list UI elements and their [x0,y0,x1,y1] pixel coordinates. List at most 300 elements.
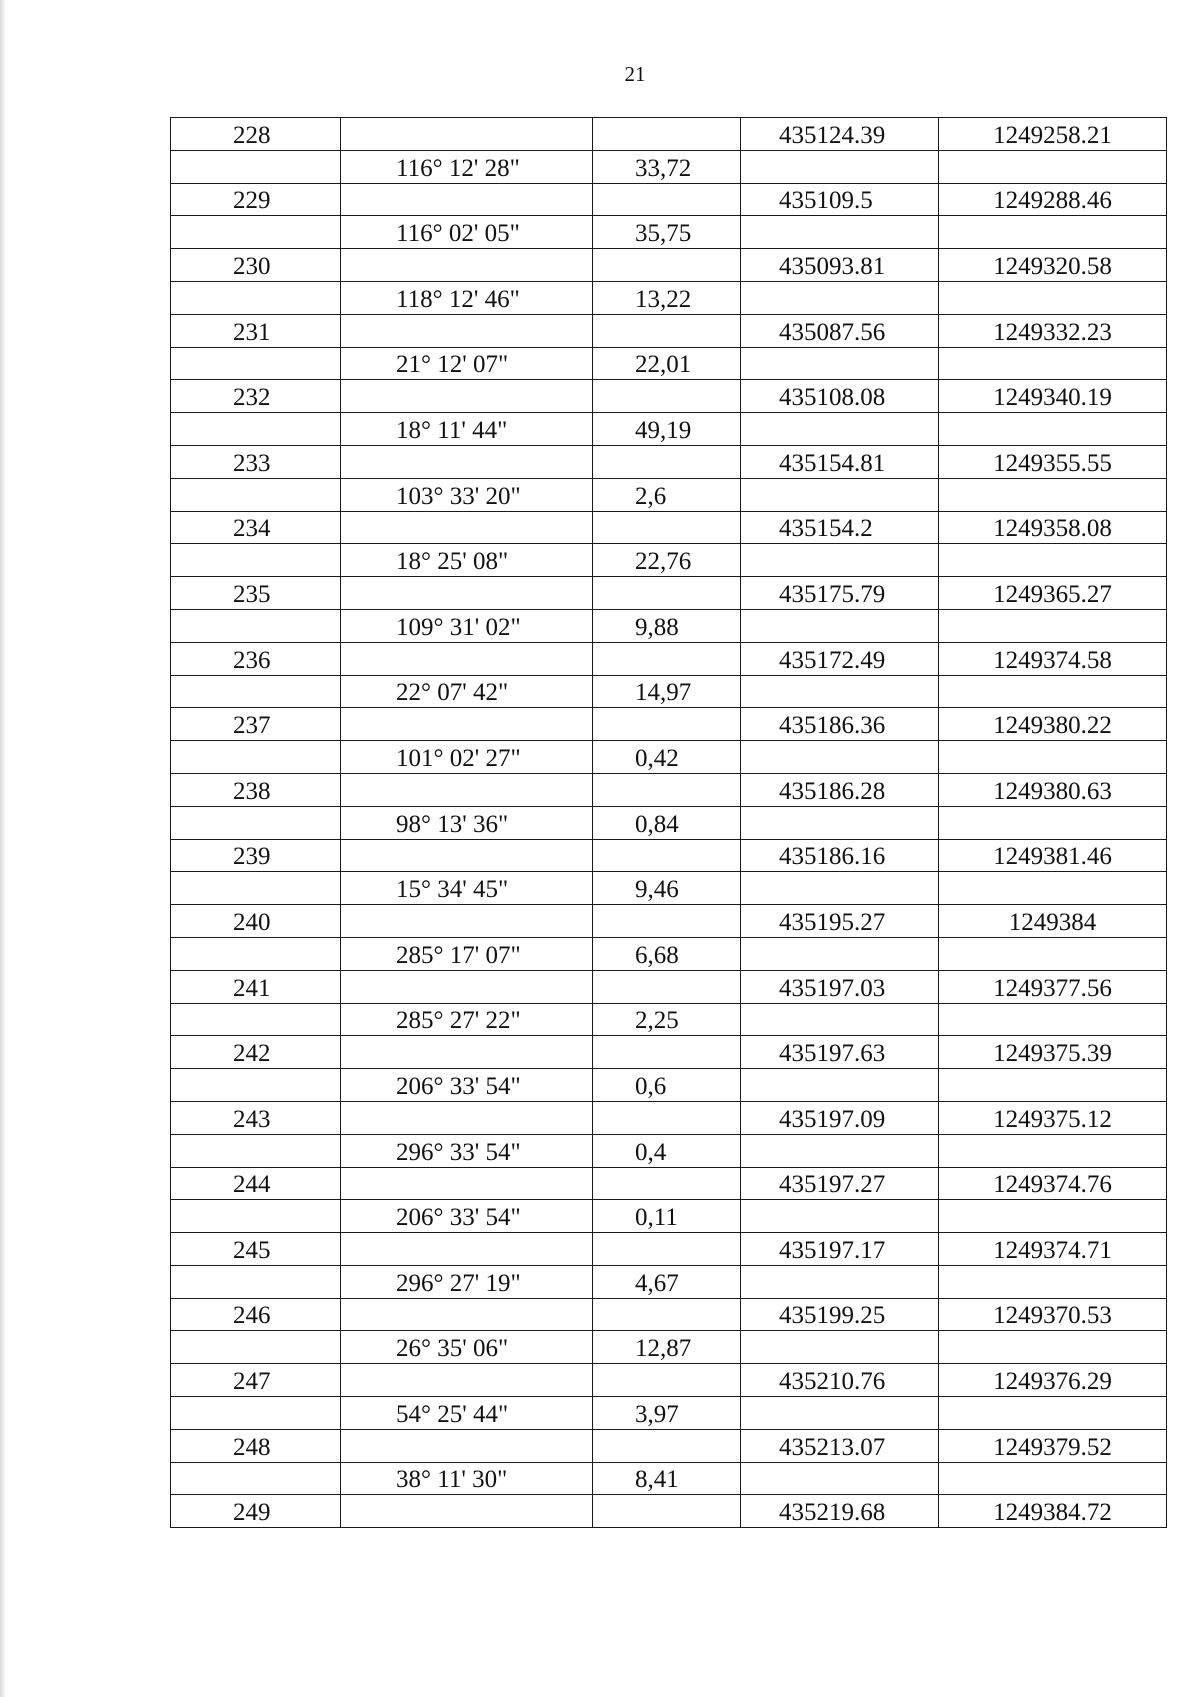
direction-angle-text: 15° 34' 45" [396,876,509,904]
y-coordinate-cell [939,1462,1167,1495]
coordinates-table-body [171,118,1167,1528]
distance-cell [593,445,741,478]
x-coordinate-cell [741,1364,939,1397]
x-coordinate-cell [741,445,939,478]
direction-angle-text: 116° 12' 28" [396,154,520,182]
direction-angle-text: 103° 33' 20" [396,482,521,510]
point-number-cell [171,872,341,905]
direction-angle-cell [341,937,593,970]
distance-cell [593,1298,741,1331]
point-number-cell [171,806,341,839]
direction-angle-cell [341,741,593,774]
direction-angle-text: 38° 11' 30" [396,1466,508,1494]
x-coordinate-cell [741,1397,939,1430]
y-coordinate-cell [939,839,1167,872]
direction-angle-cell [341,118,593,151]
direction-angle-cell [341,1134,593,1167]
direction-angle-cell [341,1233,593,1266]
direction-angle-cell [341,1069,593,1102]
direction-angle-text: 285° 17' 07" [396,941,521,969]
segment-row [171,150,1167,183]
segment-row [171,1331,1167,1364]
x-coordinate-cell [741,544,939,577]
direction-angle-text: 22° 07' 42" [396,679,509,707]
point-number-cell [171,1069,341,1102]
y-coordinate-text: 1249384.72 [993,1499,1112,1527]
distance-cell [593,1331,741,1364]
direction-angle-cell [341,445,593,478]
direction-angle-cell [341,1101,593,1134]
direction-angle-cell [341,1200,593,1233]
point-number-cell [171,544,341,577]
direction-angle-cell [341,708,593,741]
distance-cell [593,741,741,774]
point-number-cell [171,445,341,478]
point-row [171,445,1167,478]
y-coordinate-cell [939,1036,1167,1069]
distance-cell [593,1036,741,1069]
direction-angle-cell [341,577,593,610]
point-number-text: 237 [233,712,271,740]
y-coordinate-cell [939,281,1167,314]
distance-cell [593,511,741,544]
point-number-cell [171,1429,341,1462]
point-number-text: 232 [233,384,271,412]
x-coordinate-text: 435197.63 [779,1040,886,1068]
distance-cell [593,1495,741,1528]
x-coordinate-cell [741,741,939,774]
point-row [171,708,1167,741]
point-row [171,642,1167,675]
distance-cell [593,281,741,314]
point-number-cell [171,413,341,446]
distance-text: 3,97 [635,1400,679,1428]
point-number-cell [171,183,341,216]
point-number-cell [171,970,341,1003]
segment-row [171,609,1167,642]
point-number-cell [171,478,341,511]
distance-cell [593,806,741,839]
segment-row [171,675,1167,708]
direction-angle-cell [341,150,593,183]
point-number-cell [171,511,341,544]
y-coordinate-cell [939,544,1167,577]
segment-row [171,216,1167,249]
point-number-cell [171,380,341,413]
y-coordinate-text: 1249365.27 [993,580,1112,608]
direction-angle-cell [341,609,593,642]
x-coordinate-text: 435093.81 [779,252,886,280]
y-coordinate-text: 1249258.21 [993,121,1112,149]
x-coordinate-cell [741,150,939,183]
point-row [171,1364,1167,1397]
segment-row [171,1462,1167,1495]
x-coordinate-text: 435175.79 [779,580,886,608]
distance-cell [593,1003,741,1036]
y-coordinate-cell [939,937,1167,970]
distance-text: 22,01 [635,351,692,379]
segment-row [171,1134,1167,1167]
y-coordinate-text: 1249380.63 [993,777,1112,805]
y-coordinate-text: 1249370.53 [993,1302,1112,1330]
segment-row [171,806,1167,839]
y-coordinate-cell [939,347,1167,380]
distance-cell [593,544,741,577]
segment-row [171,937,1167,970]
distance-text: 9,46 [635,876,679,904]
x-coordinate-text: 435186.28 [779,777,886,805]
point-number-cell [171,1036,341,1069]
y-coordinate-cell [939,1233,1167,1266]
x-coordinate-cell [741,347,939,380]
direction-angle-text: 54° 25' 44" [396,1400,509,1428]
distance-cell [593,872,741,905]
direction-angle-text: 18° 11' 44" [396,416,508,444]
direction-angle-text: 296° 33' 54" [396,1138,521,1166]
y-coordinate-text: 1249374.71 [993,1236,1112,1264]
distance-text: 35,75 [635,220,692,248]
y-coordinate-text: 1249377.56 [993,974,1112,1002]
distance-text: 2,6 [635,482,667,510]
distance-cell [593,1265,741,1298]
x-coordinate-cell [741,1265,939,1298]
distance-cell [593,1429,741,1462]
point-number-cell [171,577,341,610]
y-coordinate-cell [939,314,1167,347]
y-coordinate-cell [939,1331,1167,1364]
point-number-cell [171,150,341,183]
x-coordinate-cell [741,1429,939,1462]
point-number-cell [171,1233,341,1266]
x-coordinate-text: 435154.2 [779,515,873,543]
y-coordinate-text: 1249381.46 [993,843,1112,871]
point-number-cell [171,314,341,347]
direction-angle-cell [341,1167,593,1200]
y-coordinate-cell [939,1167,1167,1200]
direction-angle-cell [341,347,593,380]
y-coordinate-text: 1249384 [1008,908,1097,936]
direction-angle-text: 26° 35' 06" [396,1335,509,1363]
y-coordinate-text: 1249374.58 [993,646,1112,674]
segment-row [171,1397,1167,1430]
distance-cell [593,1134,741,1167]
y-coordinate-text: 1249380.22 [993,712,1112,740]
y-coordinate-cell [939,773,1167,806]
distance-text: 6,68 [635,941,679,969]
x-coordinate-cell [741,1134,939,1167]
x-coordinate-text: 435124.39 [779,121,886,149]
x-coordinate-text: 435197.09 [779,1105,886,1133]
segment-row [171,872,1167,905]
y-coordinate-cell [939,609,1167,642]
segment-row [171,1069,1167,1102]
direction-angle-cell [341,478,593,511]
distance-cell [593,1200,741,1233]
segment-row [171,281,1167,314]
x-coordinate-cell [741,1200,939,1233]
point-number-text: 240 [233,908,271,936]
x-coordinate-cell [741,1036,939,1069]
direction-angle-cell [341,1298,593,1331]
y-coordinate-text: 1249332.23 [993,318,1112,346]
x-coordinate-cell [741,281,939,314]
x-coordinate-text: 435197.03 [779,974,886,1002]
point-number-cell [171,1003,341,1036]
x-coordinate-text: 435210.76 [779,1368,886,1396]
direction-angle-text: 116° 02' 05" [396,220,520,248]
y-coordinate-cell [939,675,1167,708]
y-coordinate-cell [939,1298,1167,1331]
point-row [171,970,1167,1003]
x-coordinate-text: 435197.17 [779,1236,886,1264]
point-row [171,1036,1167,1069]
distance-text: 4,67 [635,1269,679,1297]
direction-angle-text: 21° 12' 07" [396,351,509,379]
point-number-cell [171,1265,341,1298]
distance-text: 2,25 [635,1007,679,1035]
direction-angle-cell [341,314,593,347]
y-coordinate-cell [939,1495,1167,1528]
x-coordinate-cell [741,806,939,839]
point-row [171,1429,1167,1462]
point-row [171,905,1167,938]
direction-angle-cell [341,905,593,938]
distance-cell [593,380,741,413]
x-coordinate-cell [741,905,939,938]
direction-angle-cell [341,1397,593,1430]
x-coordinate-text: 435172.49 [779,646,886,674]
x-coordinate-text: 435186.36 [779,712,886,740]
distance-cell [593,118,741,151]
distance-cell [593,314,741,347]
point-number-text: 231 [233,318,271,346]
x-coordinate-cell [741,1298,939,1331]
x-coordinate-cell [741,1167,939,1200]
page-number: 21 [624,62,646,86]
x-coordinate-cell [741,1462,939,1495]
distance-text: 0,6 [635,1072,667,1100]
direction-angle-cell [341,511,593,544]
y-coordinate-cell [939,445,1167,478]
x-coordinate-text: 435186.16 [779,843,886,871]
y-coordinate-cell [939,1265,1167,1298]
point-row [171,380,1167,413]
y-coordinate-text: 1249355.55 [993,449,1112,477]
point-number-text: 238 [233,777,271,805]
y-coordinate-cell [939,1134,1167,1167]
direction-angle-cell [341,806,593,839]
distance-text: 22,76 [635,548,692,576]
distance-cell [593,708,741,741]
point-number-cell [171,1397,341,1430]
point-number-text: 246 [233,1302,271,1330]
direction-angle-text: 101° 02' 27" [396,744,521,772]
direction-angle-cell [341,1495,593,1528]
y-coordinate-text: 1249374.76 [993,1171,1112,1199]
x-coordinate-cell [741,577,939,610]
direction-angle-text: 18° 25' 08" [396,548,509,576]
distance-text: 14,97 [635,679,692,707]
x-coordinate-cell [741,1331,939,1364]
distance-cell [593,1364,741,1397]
point-row [171,839,1167,872]
direction-angle-cell [341,183,593,216]
point-number-text: 249 [233,1499,271,1527]
point-number-cell [171,1200,341,1233]
point-number-cell [171,1331,341,1364]
point-number-cell [171,642,341,675]
point-number-text: 230 [233,252,271,280]
x-coordinate-text: 435109.5 [779,187,873,215]
segment-row [171,544,1167,577]
distance-text: 33,72 [635,154,692,182]
distance-text: 0,42 [635,744,679,772]
direction-angle-cell [341,839,593,872]
scan-edge-shadow [0,0,6,1697]
direction-angle-text: 98° 13' 36" [396,810,509,838]
y-coordinate-text: 1249375.39 [993,1040,1112,1068]
y-coordinate-cell [939,1069,1167,1102]
point-row [171,1101,1167,1134]
point-number-cell [171,609,341,642]
x-coordinate-cell [741,511,939,544]
point-number-text: 244 [233,1171,271,1199]
x-coordinate-cell [741,1003,939,1036]
y-coordinate-cell [939,380,1167,413]
y-coordinate-cell [939,183,1167,216]
point-number-cell [171,905,341,938]
distance-cell [593,1069,741,1102]
segment-row [171,1003,1167,1036]
distance-cell [593,413,741,446]
direction-angle-cell [341,1429,593,1462]
x-coordinate-cell [741,1233,939,1266]
point-number-cell [171,1134,341,1167]
y-coordinate-cell [939,1397,1167,1430]
direction-angle-cell [341,380,593,413]
y-coordinate-cell [939,872,1167,905]
y-coordinate-cell [939,1200,1167,1233]
point-number-cell [171,249,341,282]
distance-cell [593,216,741,249]
point-number-text: 245 [233,1236,271,1264]
direction-angle-cell [341,773,593,806]
distance-cell [593,347,741,380]
y-coordinate-cell [939,741,1167,774]
x-coordinate-cell [741,118,939,151]
point-number-cell [171,675,341,708]
y-coordinate-cell [939,577,1167,610]
point-row [171,773,1167,806]
x-coordinate-text: 435087.56 [779,318,886,346]
direction-angle-cell [341,675,593,708]
distance-cell [593,609,741,642]
y-coordinate-cell [939,1429,1167,1462]
x-coordinate-text: 435213.07 [779,1433,886,1461]
distance-cell [593,1233,741,1266]
direction-angle-cell [341,216,593,249]
x-coordinate-cell [741,413,939,446]
direction-angle-cell [341,544,593,577]
y-coordinate-cell [939,150,1167,183]
distance-cell [593,577,741,610]
distance-text: 0,11 [635,1204,678,1232]
point-number-cell [171,839,341,872]
distance-cell [593,1167,741,1200]
point-number-text: 234 [233,515,271,543]
segment-row [171,478,1167,511]
point-row [171,314,1167,347]
x-coordinate-text: 435219.68 [779,1499,886,1527]
distance-cell [593,150,741,183]
x-coordinate-cell [741,839,939,872]
direction-angle-cell [341,249,593,282]
y-coordinate-text: 1249358.08 [993,515,1112,543]
direction-angle-text: 206° 33' 54" [396,1072,521,1100]
y-coordinate-cell [939,1364,1167,1397]
y-coordinate-cell [939,1101,1167,1134]
distance-cell [593,1101,741,1134]
distance-cell [593,905,741,938]
y-coordinate-cell [939,905,1167,938]
x-coordinate-cell [741,1495,939,1528]
direction-angle-cell [341,1331,593,1364]
y-coordinate-cell [939,970,1167,1003]
distance-text: 8,41 [635,1466,679,1494]
y-coordinate-cell [939,708,1167,741]
point-number-text: 239 [233,843,271,871]
direction-angle-text: 118° 12' 46" [396,285,520,313]
point-number-cell [171,1298,341,1331]
x-coordinate-text: 435195.27 [779,908,886,936]
distance-text: 13,22 [635,285,692,313]
x-coordinate-cell [741,216,939,249]
point-number-text: 236 [233,646,271,674]
direction-angle-cell [341,872,593,905]
point-number-cell [171,347,341,380]
segment-row [171,347,1167,380]
point-number-cell [171,1495,341,1528]
y-coordinate-cell [939,478,1167,511]
distance-cell [593,1397,741,1430]
x-coordinate-cell [741,937,939,970]
point-number-text: 228 [233,121,271,149]
segment-row [171,741,1167,774]
x-coordinate-cell [741,1101,939,1134]
y-coordinate-text: 1249376.29 [993,1368,1112,1396]
point-number-text: 242 [233,1040,271,1068]
distance-cell [593,249,741,282]
direction-angle-text: 109° 31' 02" [396,613,521,641]
direction-angle-cell [341,281,593,314]
point-number-cell [171,937,341,970]
direction-angle-cell [341,1003,593,1036]
point-row [171,118,1167,151]
distance-cell [593,937,741,970]
direction-angle-text: 206° 33' 54" [396,1204,521,1232]
y-coordinate-cell [939,249,1167,282]
coordinates-table [170,117,1167,1528]
distance-cell [593,970,741,1003]
distance-cell [593,839,741,872]
segment-row [171,1200,1167,1233]
y-coordinate-cell [939,413,1167,446]
y-coordinate-cell [939,118,1167,151]
point-row [171,1167,1167,1200]
direction-angle-text: 285° 27' 22" [396,1007,521,1035]
y-coordinate-cell [939,642,1167,675]
direction-angle-cell [341,413,593,446]
